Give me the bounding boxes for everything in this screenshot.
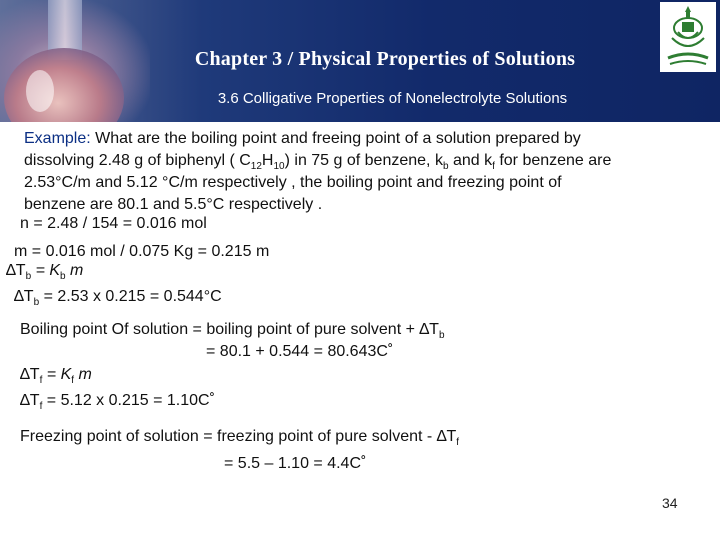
slide-header xyxy=(0,0,720,122)
boiling-point-line: Boiling point Of solution = boiling point of pure solvent + $\Delta T_b$ xyxy=(20,321,445,342)
example-line-2: dissolving 2.48 g of biphenyl ( $C_{12}H_{10}$) in 75 g of benzene, $k_b$ and $k_f$ for benzene are xyxy=(24,152,612,173)
example-label: Example: xyxy=(24,130,91,147)
university-seal-icon xyxy=(660,2,716,72)
slide-subtitle: 3.6 Colligative Properties of Nonelectrolyte Solutions xyxy=(217,90,568,107)
dtb-value: $\Delta T_b = 2.53$ x 0.215 = 0.544°C xyxy=(14,288,222,309)
slide-body xyxy=(0,122,720,540)
boiling-point-result: = 80.1 + 0.544 = 80.643C˚ xyxy=(206,343,394,360)
example-line-3: 2.53°C/m and 5.12 °C/m respectively , the boiling point and freezing point of xyxy=(24,174,562,191)
moles-calc: n = 2.48 / 154 = 0.016 mol xyxy=(20,215,207,232)
molality-calc: m = 0.016 mol / 0.075 Kg = 0.215 m xyxy=(14,243,270,260)
dtf-value: $\Delta T_f = 5.12$ x 0.215 = 1.10C˚ xyxy=(20,392,215,413)
example-line-1: Example: What are the boiling point and freeing point of a solution prepared by xyxy=(24,130,581,147)
freezing-point-line: Freezing point of solution = freezing point of pure solvent - $\Delta T_f$ xyxy=(20,428,460,449)
slide-title: Chapter 3 / Physical Properties of Solutions xyxy=(194,48,576,70)
freezing-point-result: = 5.5 – 1.10 = 4.4C˚ xyxy=(224,455,367,472)
dtb-formula: $\Delta T_b = K_b$ m xyxy=(6,262,84,283)
example-line-4: benzene are 80.1 and 5.5°C respectively . xyxy=(24,196,323,213)
flask-icon xyxy=(0,0,150,122)
page-number: 34 xyxy=(662,495,678,511)
dtf-formula: $\Delta T_f = K_f$ m xyxy=(20,366,92,387)
